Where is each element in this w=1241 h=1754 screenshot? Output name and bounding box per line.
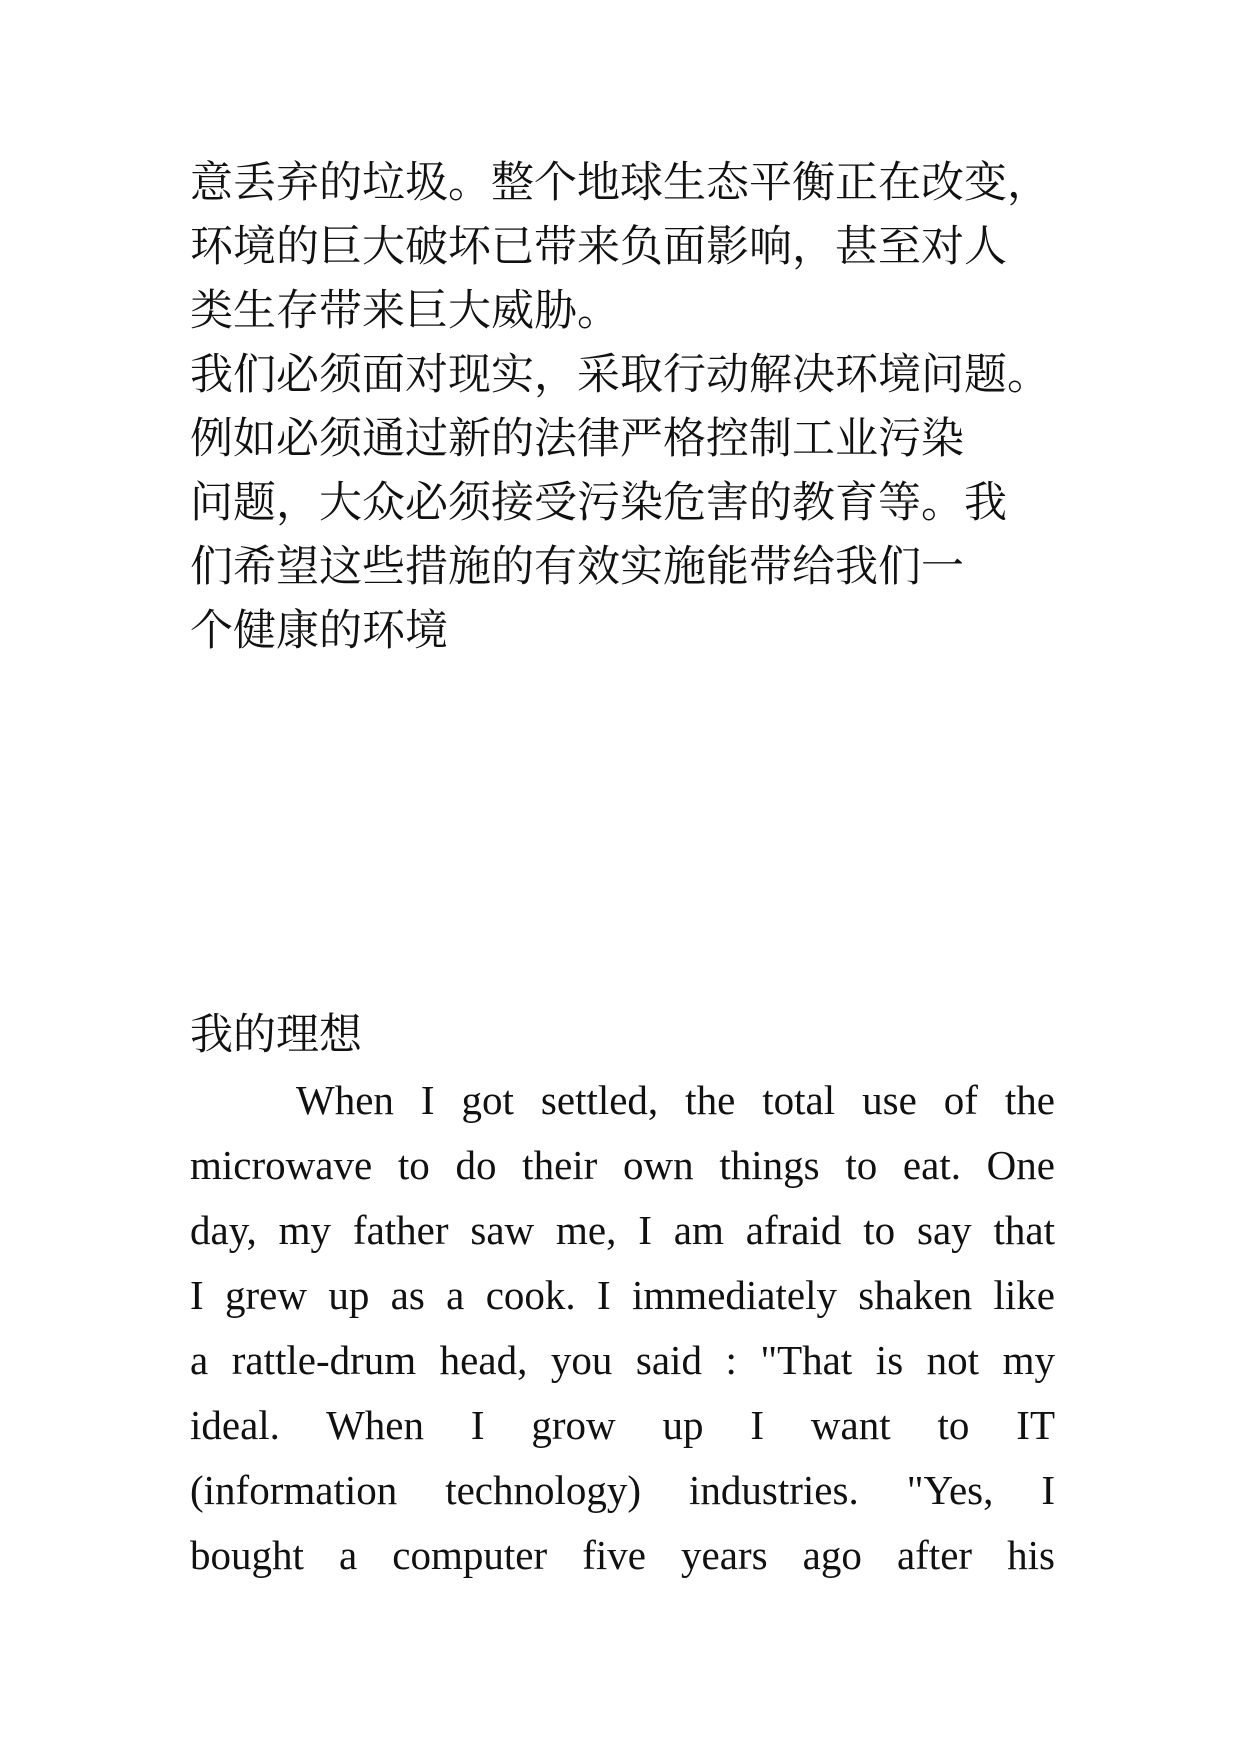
english-essay-paragraph <box>190 1068 1055 1588</box>
text-line: 们希望这些措施的有效实施能带给我们一 <box>190 542 964 592</box>
text-line: ideal. When I grow up I want to IT <box>190 1402 1055 1448</box>
essay-title <box>190 1003 1060 1067</box>
essay-title-text: 我的理想 <box>190 1010 362 1060</box>
text-line: bought a computer five years ago after his <box>190 1532 1055 1578</box>
text-line: a rattle-drum head, you said : "That is not my <box>190 1337 1055 1383</box>
text-line: I grew up as a cook. I immediately shaken like <box>190 1272 1055 1318</box>
text-line: day, my father saw me, I am afraid to say that <box>190 1207 1055 1253</box>
paragraph-environment-impact <box>190 151 1060 343</box>
text-line: 例如必须通过新的法律严格控制工业污染 <box>190 414 964 464</box>
text-line: When I got settled, the total use of the <box>296 1077 1055 1123</box>
text-line: 环境的巨大破坏已带来负面影响，甚至对人 <box>190 222 1007 272</box>
text-line: 意丢弃的垃圾。整个地球生态平衡正在改变， <box>190 158 1050 208</box>
text-line: 类生存带来巨大威胁。 <box>190 286 620 336</box>
text-line: (information technology) industries. "Yes, I <box>190 1467 1055 1513</box>
paragraph-take-action <box>190 343 1060 663</box>
text-line: microwave to do their own things to eat. One <box>190 1142 1055 1188</box>
text-line: 个健康的环境 <box>190 606 448 656</box>
text-line: 问题，大众必须接受污染危害的教育等。我 <box>190 478 1007 528</box>
text-line: 我们必须面对现实，采取行动解决环境问题。 <box>190 350 1050 400</box>
